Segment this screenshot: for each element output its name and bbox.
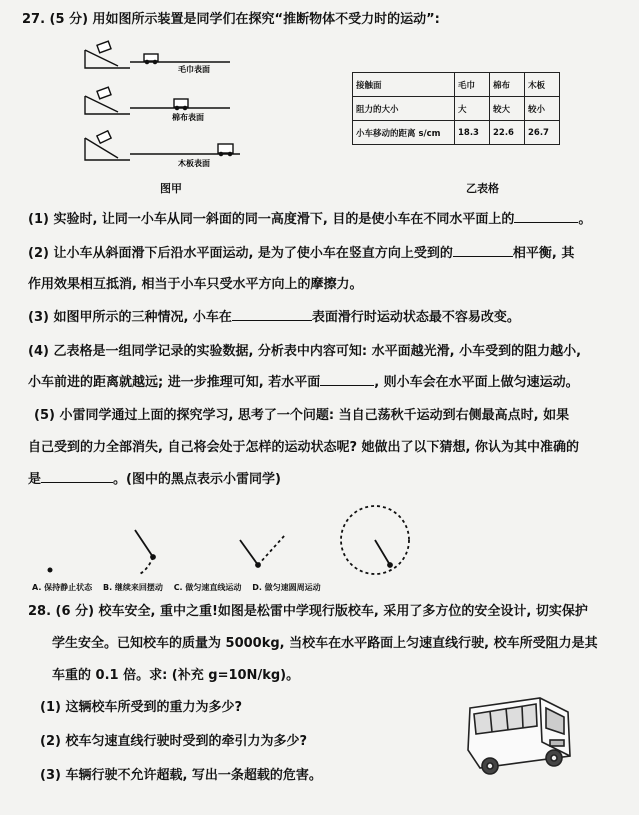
table-cell: 26.7 [525,121,560,145]
option-d[interactable]: D. 做匀速圆周运动 [252,583,321,592]
q27-part3-end: 表面滑行时运动状态最不容易改变。 [311,310,520,325]
option-a-diagram [48,568,53,573]
ramp-2 [85,87,230,114]
q28-sub2: (2) 校车匀速直线行驶时受到的牵引力为多少? [40,734,307,749]
q27-part5-end [28,468,281,487]
table-header-cell: 棉布 [490,73,525,97]
answer-blank[interactable] [232,308,312,321]
table-cell: 较小 [525,97,560,121]
q27-part4-text: 小车前进的距离就越远; 进一步推理可知, 若水平面 [28,375,321,390]
q28-line3: 车重的 0.1 倍。求: (补充 g=10N/kg)。 [52,668,300,683]
q27-part4: (4) 乙表格是一组同学记录的实验数据, 分析表中内容可知: 水平面越光滑, 小车受到的阻力越小, [28,344,582,359]
q27-part4-end: , 则小车会在水平面上做匀速运动。 [374,375,579,390]
q27-part5: (5) 小雷同学通过上面的探究学习, 思考了一个问题: 当自己荡秋千运动到右侧最高点时, 如果 [34,408,570,423]
table-cell: 18.3 [455,121,490,145]
ramp-1 [85,41,230,68]
q27-part2-end: 相平衡, 其 [512,246,575,261]
q27-part3-text: (3) 如图甲所示的三种情况, 小车在 [28,310,232,325]
ramp-3 [85,131,240,160]
table-cell: 22.6 [490,121,525,145]
q27-part2 [28,242,574,261]
answer-blank[interactable] [453,244,513,257]
table-row [353,121,560,145]
q27-part2-text: (2) 让小车从斜面滑下后沿水平面运动, 是为了使小车在竖直方向上受到的 [28,246,453,261]
surface-label-2: 棉布表面 [172,113,204,122]
options-row [32,582,321,593]
option-b-diagram [135,530,155,575]
options-figure [30,495,450,585]
surface-label-1: 毛巾表面 [178,65,210,74]
option-a[interactable]: A. 保持静止状态 [32,583,93,592]
figure-a [70,38,270,188]
q27-part5-cont: 自己受到的力全部消失, 自己将会处于怎样的运动状态呢? 她做出了以下猜想, 你认为其中准确的 [28,440,579,455]
table-caption: 乙表格 [466,182,499,195]
table-cell: 大 [455,97,490,121]
school-bus-image [460,690,580,780]
q28-line2: 学生安全。已知校车的质量为 5000kg, 当校车在水平路面上匀速直线行驶, 校车所受阻力是其 [52,636,598,651]
table-header-cell: 接触面 [353,73,455,97]
table-header-cell: 毛巾 [455,73,490,97]
answer-blank[interactable] [514,210,578,223]
q27-part2-cont: 作用效果相互抵消, 相当于小车只受水平方向上的摩擦力。 [28,277,363,292]
q27-part5-note: 。(图中的黑点表示小雷同学) [113,472,281,487]
q27-part5-text: 是 [28,472,42,487]
table-cell: 小车移动的距离 s/cm [353,121,455,145]
q27-part4-cont [28,371,579,390]
figure-a-caption: 图甲 [160,182,182,195]
q28-sub1: (1) 这辆校车所受到的重力为多少? [40,700,242,715]
table-row [353,97,560,121]
option-d-diagram [341,506,409,574]
q27-title: 27. (5 分) 用如图所示装置是同学们在探究“推断物体不受力时的运动”: [22,12,440,27]
option-c-diagram [240,535,285,567]
table-header-row [353,73,560,97]
data-table [352,72,560,145]
table-cell: 阻力的大小 [353,97,455,121]
answer-blank[interactable] [320,373,374,386]
q27-part1 [28,208,591,227]
q27-part3 [28,306,520,325]
surface-label-3: 木板表面 [178,159,210,168]
q27-part1-end: 。 [578,212,592,227]
q28-title: 28. (6 分) 校车安全, 重中之重!如图是松雷中学现行版校车, 采用了多方位的安全设计, 切实保护 [28,604,588,619]
q28-sub3: (3) 车辆行驶不允许超载, 写出一条超载的危害。 [40,768,322,783]
table-header-cell: 木板 [525,73,560,97]
answer-blank[interactable] [41,470,113,483]
option-b[interactable]: B. 继续来回摆动 [102,583,163,592]
option-c[interactable]: C. 做匀速直线运动 [173,583,242,592]
q27-part1-text: (1) 实验时, 让同一小车从同一斜面的同一高度滑下, 目的是使小车在不同水平面上的 [28,212,515,227]
table-cell: 较大 [490,97,525,121]
